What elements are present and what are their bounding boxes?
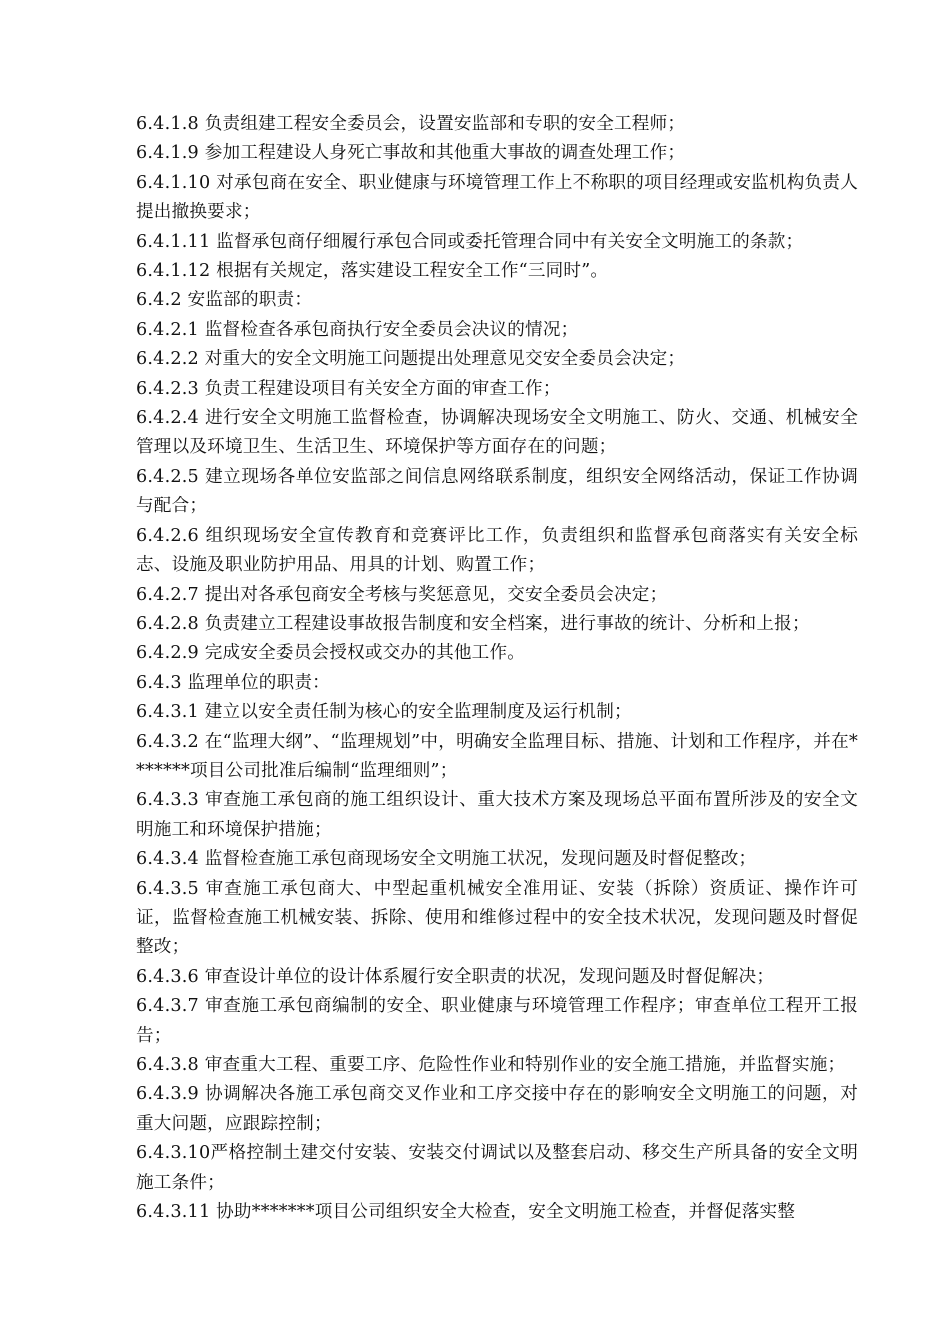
paragraph: 6.4.3.3 审查施工承包商的施工组织设计、重大技术方案及现场总平面布置所涉及的安全文明施工和环境保护措施； — [136, 790, 858, 840]
paragraph: 6.4.3.9 协调解决各施工承包商交叉作业和工序交接中存在的影响安全文明施工的问题，对重大问题，应跟踪控制； — [136, 1084, 858, 1134]
paragraph: 6.4.1.8 负责组建工程安全委员会，设置安监部和专职的安全工程师； — [136, 114, 686, 134]
paragraph: 6.4.2.2 对重大的安全文明施工问题提出处理意见交安全委员会决定； — [136, 349, 686, 370]
paragraph: 6.4.2.5 建立现场各单位安监部之间信息网络联系制度，组织安全网络活动，保证工作协调与配合； — [136, 466, 858, 517]
paragraph: 6.4.3.1 建立以安全责任制为核心的安全监理制度及运行机制； — [136, 702, 632, 723]
paragraph: 6.4.3.4 监督检查施工承包商现场安全文明施工状况，发现问题及时督促整改； — [136, 849, 757, 870]
paragraph: 6.4.2.8 负责建立工程建设事故报告制度和安全档案，进行事故的统计、分析和上报； — [136, 613, 810, 634]
section-heading: 6.4.2 安监部的职责： — [136, 290, 313, 311]
document-body — [136, 110, 858, 1227]
paragraph: 6.4.2.7 提出对各承包商安全考核与奖惩意见，交安全委员会决定； — [136, 584, 668, 605]
paragraph: 6.4.1.11 监督承包商仔细履行承包合同或委托管理合同中有关安全文明施工的条款； — [136, 231, 804, 252]
paragraph: 6.4.3.2 在“监理大纲”、“监理规划”中，明确安全监理目标、措施、计划和工作程序，并在*******项目公司批准后编制“监理细则”； — [136, 731, 858, 781]
paragraph: 6.4.2.4 进行安全文明施工监督检查，协调解决现场安全文明施工、防火、交通、机械安全管理以及环境卫生、生活卫生、环境保护等方面存在的问题； — [136, 408, 858, 458]
paragraph: 6.4.3.8 审查重大工程、重要工序、危险性作业和特别作业的安全施工措施，并监督实施； — [136, 1055, 846, 1075]
paragraph: 6.4.1.12 根据有关规定，落实建设工程安全工作“三同时”。 — [136, 261, 609, 282]
paragraph: 6.4.1.9 参加工程建设人身死亡事故和其他重大事故的调查处理工作； — [136, 143, 686, 164]
paragraph: 6.4.3.5 审查施工承包商大、中型起重机械安全准用证、安装（拆除）资质证、操作许可证，监督检查施工机械安装、拆除、使用和维修过程中的安全技术状况，发现问题及时督促整改； — [136, 878, 858, 958]
paragraph: 6.4.1.10 对承包商在安全、职业健康与环境管理工作上不称职的项目经理或安监机构负责人提出撤换要求； — [136, 172, 858, 223]
paragraph: 6.4.2.6 组织现场安全宣传教育和竞赛评比工作，负责组织和监督承包商落实有关安全标志、设施及职业防护用品、用具的计划、购置工作； — [136, 525, 858, 576]
paragraph: 6.4.3.11 协助*******项目公司组织安全大检查，安全文明施工检查，并督促落实整 — [136, 1202, 796, 1223]
paragraph: 6.4.2.9 完成安全委员会授权或交办的其他工作。 — [136, 643, 526, 664]
paragraph: 6.4.2.3 负责工程建设项目有关安全方面的审查工作； — [136, 378, 561, 399]
paragraph: 6.4.3.10严格控制土建交付安装、安装交付调试以及整套启动、移交生产所具备的安全文明施工条件； — [136, 1143, 858, 1193]
paragraph: 6.4.2.1 监督检查各承包商执行安全委员会决议的情况； — [136, 319, 579, 340]
paragraph: 6.4.3.6 审查设计单位的设计体系履行安全职责的状况，发现问题及时督促解决； — [136, 966, 775, 987]
section-heading: 6.4.3 监理单位的职责： — [136, 672, 330, 693]
paragraph: 6.4.3.7 审查施工承包商编制的安全、职业健康与环境管理工作程序；审查单位工程开工报告； — [136, 996, 858, 1046]
